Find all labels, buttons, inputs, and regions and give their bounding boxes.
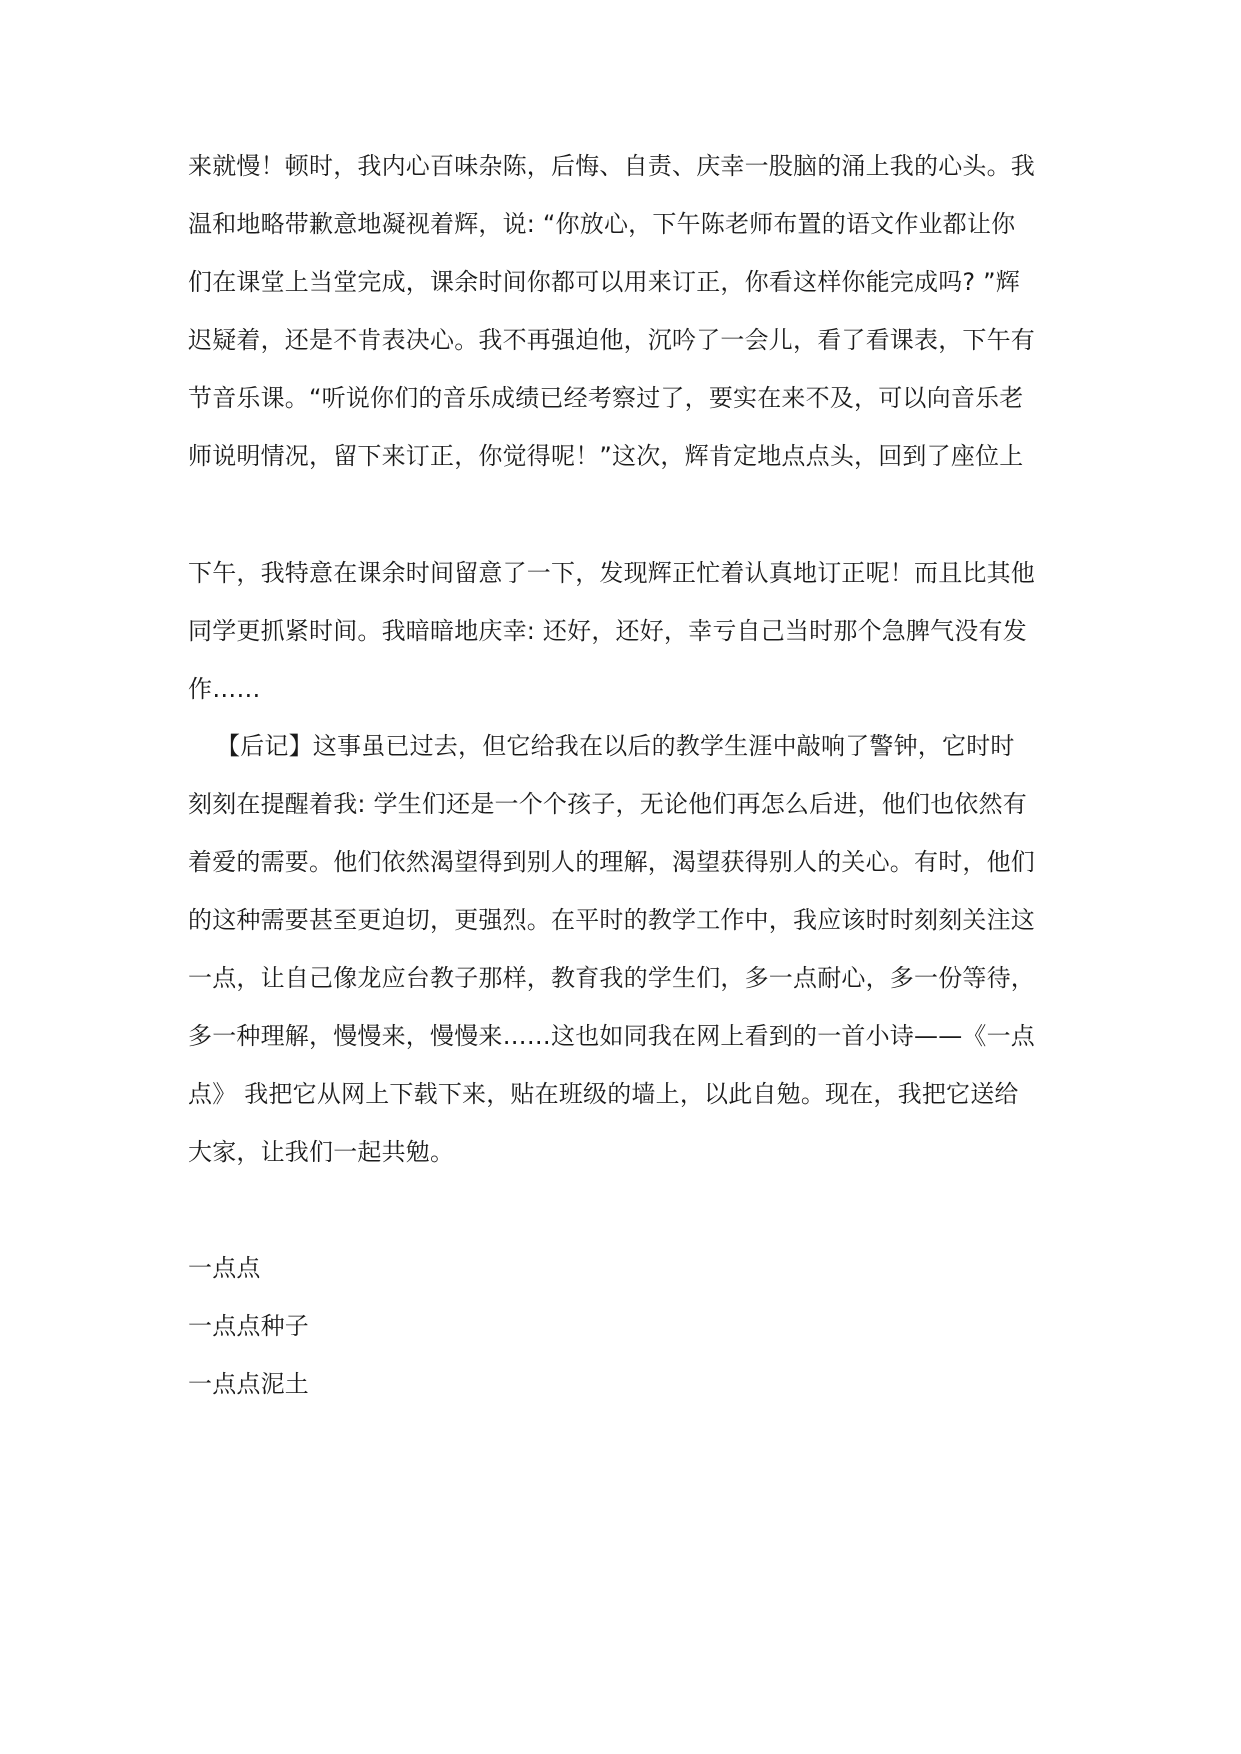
poem-line: 一点点种子 [188, 1312, 309, 1340]
text-line: 大家，让我们一起共勉。 [188, 1138, 455, 1166]
text-line: 同学更抓紧时间。我暗暗地庆幸: 还好，还好，幸亏自己当时那个急脾气没有发 [188, 617, 1027, 645]
text-line: 温和地略带歉意地凝视着辉，说: “你放心，下午陈老师布置的语文作业都让你 [188, 210, 1016, 238]
text-line: 的这种需要甚至更迫切，更强烈。在平时的教学工作中，我应该时时刻刻关注这 [188, 906, 1035, 934]
text-line: 点》 我把它从网上下载下来，贴在班级的墙上，以此自勉。现在，我把它送给 [188, 1080, 1019, 1108]
text-line: 多一种理解，慢慢来，慢慢来……这也如同我在网上看到的一首小诗——《一点 [188, 1022, 1035, 1050]
text-line: 节音乐课。“听说你们的音乐成绩已经考察过了，要实在来不及，可以向音乐老 [188, 384, 1024, 412]
text-line: 师说明情况，留下来订正，你觉得呢！”这次，辉肯定地点点头，回到了座位上 [188, 442, 1024, 470]
text-line: 刻刻在提醒着我: 学生们还是一个个孩子，无论他们再怎么后进，他们也依然有 [188, 790, 1027, 818]
text-line: 作…… [188, 675, 261, 703]
poem-line: 一点点泥土 [188, 1370, 309, 1398]
text-line: 来就慢！顿时，我内心百味杂陈，后悔、自责、庆幸一股脑的涌上我的心头。我 [188, 152, 1035, 180]
text-line: 一点，让自己像龙应台教子那样，教育我的学生们，多一点耐心，多一份等待， [188, 964, 1035, 992]
text-line: 们在课堂上当堂完成，课余时间你都可以用来订正，你看这样你能完成吗? ”辉 [188, 268, 1020, 296]
text-line: 【后记】这事虽已过去，但它给我在以后的教学生涯中敲响了警钟，它时时 [216, 732, 1015, 760]
text-line: 着爱的需要。他们依然渴望得到别人的理解，渴望获得别人的关心。有时，他们 [188, 848, 1035, 876]
text-line: 迟疑着，还是不肯表决心。我不再强迫他，沉吟了一会儿，看了看课表，下午有 [188, 326, 1035, 354]
poem-line: 一点点 [188, 1254, 261, 1282]
text-line: 下午，我特意在课余时间留意了一下，发现辉正忙着认真地订正呢！而且比其他 [188, 559, 1035, 587]
